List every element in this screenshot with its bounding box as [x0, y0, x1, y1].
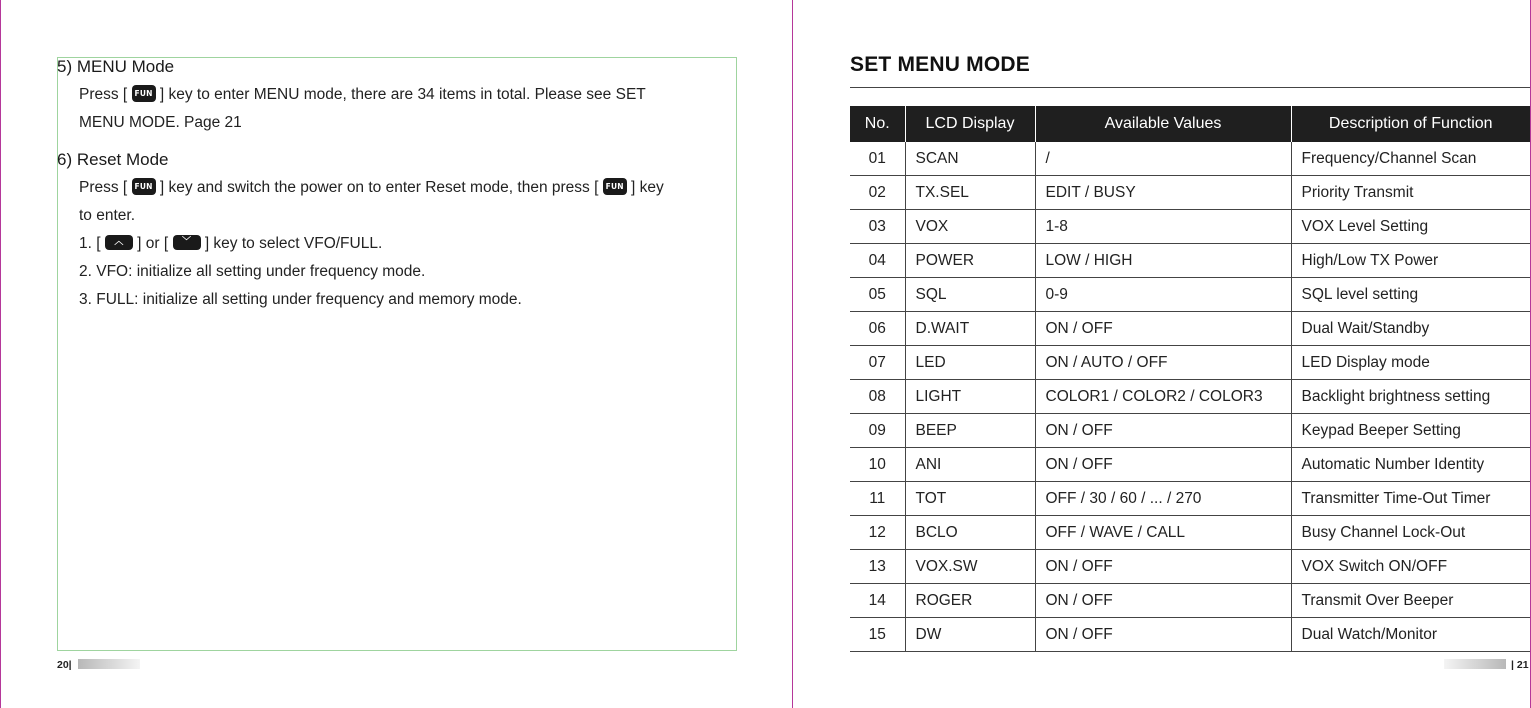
section-title-reset-mode: 6) Reset Mode: [57, 150, 169, 169]
column-header-available-values: Available Values: [1035, 106, 1291, 142]
cell-lcd: TOT: [905, 482, 1035, 516]
menu-mode-line-2: MENU MODE. Page 21: [79, 114, 242, 131]
table-row: [850, 312, 1530, 346]
cell-values: 0-9: [1035, 278, 1291, 312]
left-page-content-box: [57, 57, 737, 651]
page-number-left: 20|: [57, 659, 72, 671]
cell-values: EDIT / BUSY: [1035, 176, 1291, 210]
reset-mode-text-c: ] key: [631, 179, 664, 196]
cell-no: 08: [850, 380, 905, 414]
reset-mode-line-1: [79, 179, 664, 197]
cell-description: Dual Wait/Standby: [1291, 312, 1530, 346]
cell-values: COLOR1 / COLOR2 / COLOR3: [1035, 380, 1291, 414]
cell-lcd: LED: [905, 346, 1035, 380]
cell-description: VOX Level Setting: [1291, 210, 1530, 244]
table-row: [850, 176, 1530, 210]
cell-values: ON / OFF: [1035, 550, 1291, 584]
table-row: [850, 210, 1530, 244]
table-row: [850, 414, 1530, 448]
reset-mode-text-a: Press [: [79, 179, 128, 196]
cell-no: 05: [850, 278, 905, 312]
cell-lcd: LIGHT: [905, 380, 1035, 414]
cell-no: 01: [850, 142, 905, 176]
table-row: [850, 380, 1530, 414]
menu-mode-text-a: Press [: [79, 86, 128, 103]
section-title-menu-mode: 5) MENU Mode: [57, 57, 175, 76]
cell-lcd: TX.SEL: [905, 176, 1035, 210]
menu-mode-text-b: ] key to enter MENU mode, there are 34 items in total. Please see SET: [159, 86, 646, 103]
cell-no: 12: [850, 516, 905, 550]
cell-no: 06: [850, 312, 905, 346]
table-header-row: [850, 106, 1530, 142]
column-header-no: No.: [850, 106, 905, 142]
cell-values: OFF / WAVE / CALL: [1035, 516, 1291, 550]
table-row: [850, 278, 1530, 312]
cell-lcd: BEEP: [905, 414, 1035, 448]
cell-lcd: ROGER: [905, 584, 1035, 618]
title-underline: [850, 87, 1530, 88]
cell-description: Busy Channel Lock-Out: [1291, 516, 1530, 550]
cell-no: 03: [850, 210, 905, 244]
cell-lcd: VOX: [905, 210, 1035, 244]
cell-description: LED Display mode: [1291, 346, 1530, 380]
table-row: [850, 482, 1530, 516]
reset-mode-item-1: [79, 235, 382, 253]
cell-description: Frequency/Channel Scan: [1291, 142, 1530, 176]
cell-values: ON / OFF: [1035, 312, 1291, 346]
reset-mode-item-3: 3. FULL: initialize all setting under frequency and memory mode.: [79, 291, 522, 308]
reset-item1-text-a: 1. [: [79, 235, 101, 252]
cell-lcd: BCLO: [905, 516, 1035, 550]
cell-no: 10: [850, 448, 905, 482]
table-row: [850, 142, 1530, 176]
cell-no: 07: [850, 346, 905, 380]
cell-no: 04: [850, 244, 905, 278]
page-fold-line: [792, 0, 793, 708]
cell-values: ON / AUTO / OFF: [1035, 346, 1291, 380]
footer-gradient-bar-right: [1444, 659, 1506, 669]
reset-mode-line-2: to enter.: [79, 207, 136, 224]
table-row: [850, 448, 1530, 482]
cell-description: VOX Switch ON/OFF: [1291, 550, 1530, 584]
fun-key-icon: FUN: [603, 178, 627, 195]
cell-description: Backlight brightness setting: [1291, 380, 1530, 414]
menu-mode-line-1: [79, 86, 646, 104]
cell-description: Keypad Beeper Setting: [1291, 414, 1530, 448]
cell-values: 1-8: [1035, 210, 1291, 244]
cell-values: ON / OFF: [1035, 414, 1291, 448]
cell-description: Transmit Over Beeper: [1291, 584, 1530, 618]
up-key-icon: ︿: [105, 235, 133, 250]
table-row: [850, 550, 1530, 584]
cell-no: 11: [850, 482, 905, 516]
cell-no: 02: [850, 176, 905, 210]
cell-lcd: VOX.SW: [905, 550, 1035, 584]
cell-description: Transmitter Time-Out Timer: [1291, 482, 1530, 516]
table-row: [850, 584, 1530, 618]
cell-no: 13: [850, 550, 905, 584]
table-row: [850, 618, 1530, 652]
cell-values: /: [1035, 142, 1291, 176]
fun-key-icon: FUN: [132, 85, 156, 102]
cell-description: Automatic Number Identity: [1291, 448, 1530, 482]
cell-no: 14: [850, 584, 905, 618]
reset-mode-item-2: 2. VFO: initialize all setting under frequency mode.: [79, 263, 426, 280]
cell-values: ON / OFF: [1035, 584, 1291, 618]
column-header-description: Description of Function: [1291, 106, 1530, 142]
cell-description: SQL level setting: [1291, 278, 1530, 312]
table-row: [850, 244, 1530, 278]
cell-values: LOW / HIGH: [1035, 244, 1291, 278]
cell-description: High/Low TX Power: [1291, 244, 1530, 278]
cell-lcd: DW: [905, 618, 1035, 652]
column-header-lcd-display: LCD Display: [905, 106, 1035, 142]
table-row: [850, 346, 1530, 380]
cell-values: OFF / 30 / 60 / ... / 270: [1035, 482, 1291, 516]
cell-lcd: SQL: [905, 278, 1035, 312]
cell-no: 09: [850, 414, 905, 448]
cell-description: Dual Watch/Monitor: [1291, 618, 1530, 652]
reset-item1-text-c: ] key to select VFO/FULL.: [204, 235, 383, 252]
table-row: [850, 516, 1530, 550]
cell-lcd: D.WAIT: [905, 312, 1035, 346]
down-key-icon: ﹀: [173, 235, 201, 250]
page-number-right: | 21: [1511, 659, 1529, 671]
cell-description: Priority Transmit: [1291, 176, 1530, 210]
set-menu-mode-title: SET MENU MODE: [850, 53, 1030, 76]
set-menu-table: [850, 106, 1530, 652]
cell-lcd: POWER: [905, 244, 1035, 278]
cell-values: ON / OFF: [1035, 448, 1291, 482]
reset-mode-text-b: ] key and switch the power on to enter Reset mode, then press [: [159, 179, 599, 196]
footer-gradient-bar-left: [78, 659, 140, 669]
fun-key-icon: FUN: [132, 178, 156, 195]
cell-lcd: SCAN: [905, 142, 1035, 176]
cell-values: ON / OFF: [1035, 618, 1291, 652]
reset-item1-text-b: ] or [: [137, 235, 169, 252]
page-edge-left: [0, 0, 1, 708]
cell-lcd: ANI: [905, 448, 1035, 482]
cell-no: 15: [850, 618, 905, 652]
